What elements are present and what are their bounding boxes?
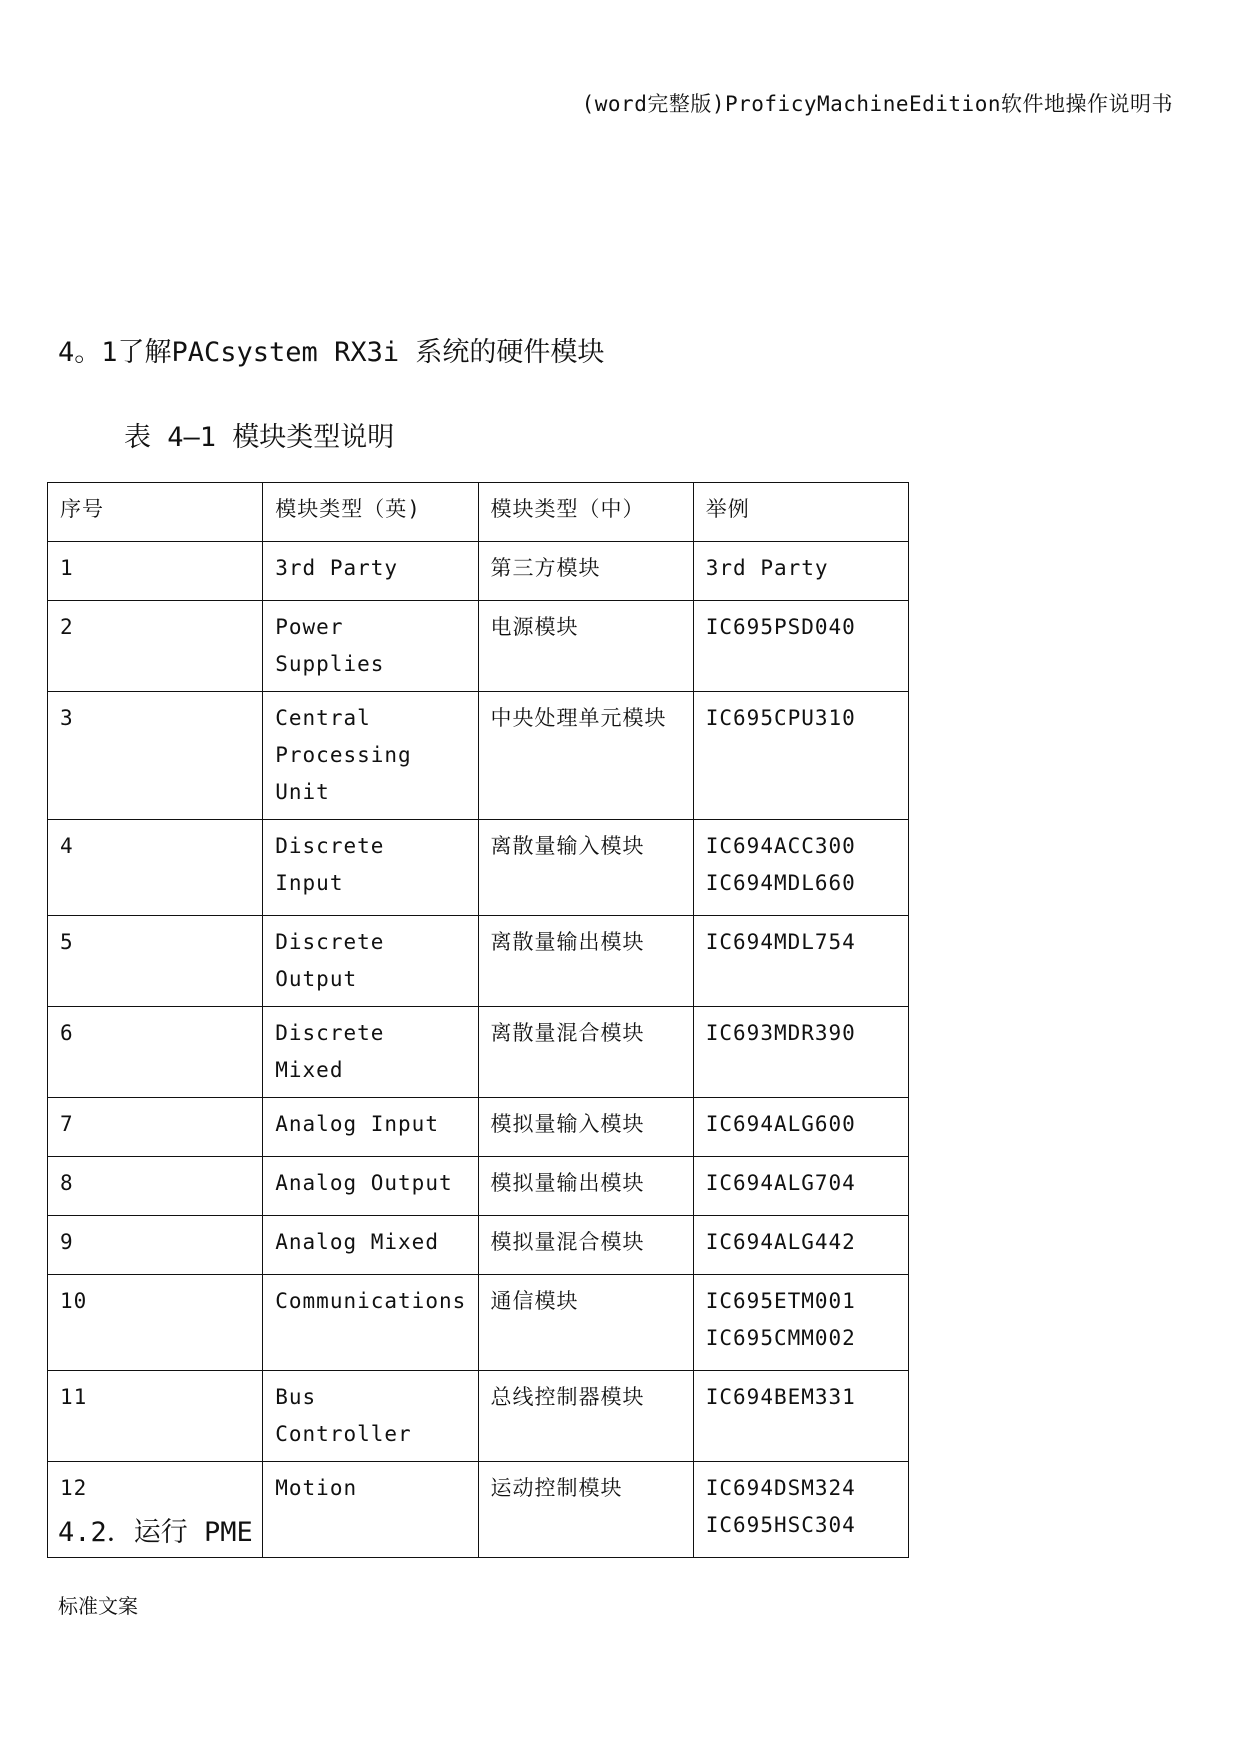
cell-example: IC694ALG704 [693, 1157, 908, 1216]
table-row [48, 1275, 909, 1371]
column-header-example: 举例 [693, 483, 908, 542]
cell-type-zh: 通信模块 [478, 1275, 693, 1371]
cell-type-en: Analog Output [263, 1157, 478, 1216]
table-row [48, 916, 909, 1007]
table-caption: 表 4—1 模块类型说明 [124, 422, 395, 453]
cell-type-zh: 电源模块 [478, 601, 693, 692]
cell-type-zh: 模拟量混合模块 [478, 1216, 693, 1275]
table-row [48, 601, 909, 692]
cell-type-en: Discrete Input [263, 820, 478, 916]
cell-example: IC694ALG600 [693, 1098, 908, 1157]
cell-example: IC695ETM001 IC695CMM002 [693, 1275, 908, 1371]
cell-number: 6 [48, 1007, 263, 1098]
cell-type-zh: 离散量输出模块 [478, 916, 693, 1007]
table-row [48, 542, 909, 601]
cell-type-zh: 第三方模块 [478, 542, 693, 601]
table-row [48, 1007, 909, 1098]
column-header-type-en: 模块类型（英) [263, 483, 478, 542]
cell-number: 12 [48, 1462, 263, 1558]
column-header-type-zh: 模块类型（中） [478, 483, 693, 542]
cell-example: IC695CPU310 [693, 692, 908, 820]
cell-number: 7 [48, 1098, 263, 1157]
cell-example: IC694ACC300 IC694MDL660 [693, 820, 908, 916]
cell-type-zh: 运动控制模块 [478, 1462, 693, 1558]
table-row [48, 692, 909, 820]
cell-type-en: Analog Mixed [263, 1216, 478, 1275]
cell-type-en: Central Processing Unit [263, 692, 478, 820]
cell-number: 2 [48, 601, 263, 692]
cell-type-zh: 中央处理单元模块 [478, 692, 693, 820]
cell-type-en: Communications [263, 1275, 478, 1371]
cell-example: IC694DSM324 IC695HSC304 [693, 1462, 908, 1558]
cell-number: 8 [48, 1157, 263, 1216]
cell-example: IC694BEM331 [693, 1371, 908, 1462]
cell-example: IC694ALG442 [693, 1216, 908, 1275]
cell-example: IC694MDL754 [693, 916, 908, 1007]
column-header-number: 序号 [48, 483, 263, 542]
cell-number: 11 [48, 1371, 263, 1462]
cell-type-en: Bus Controller [263, 1371, 478, 1462]
cell-number: 4 [48, 820, 263, 916]
cell-type-en: Power Supplies [263, 601, 478, 692]
section-heading: 4.2．运行 PME [58, 1517, 253, 1548]
cell-number: 10 [48, 1275, 263, 1371]
cell-type-en: 3rd Party [263, 542, 478, 601]
cell-type-en: Motion [263, 1462, 478, 1558]
cell-example: IC693MDR390 [693, 1007, 908, 1098]
table-row [48, 1098, 909, 1157]
cell-example: IC695PSD040 [693, 601, 908, 692]
table-row [48, 1216, 909, 1275]
cell-type-en: Analog Input [263, 1098, 478, 1157]
cell-number: 3 [48, 692, 263, 820]
cell-type-zh: 离散量输入模块 [478, 820, 693, 916]
module-type-table [47, 482, 909, 1558]
table-row [48, 1371, 909, 1462]
table-row [48, 820, 909, 916]
section-heading: 4。1了解PACsystem RX3i 系统的硬件模块 [58, 337, 605, 368]
cell-number: 5 [48, 916, 263, 1007]
cell-type-zh: 模拟量输入模块 [478, 1098, 693, 1157]
page-header-title: (word完整版)ProficyMachineEdition软件地操作说明书 [581, 92, 1173, 116]
cell-type-en: Discrete Mixed [263, 1007, 478, 1098]
table-row [48, 1157, 909, 1216]
cell-type-zh: 模拟量输出模块 [478, 1157, 693, 1216]
cell-number: 9 [48, 1216, 263, 1275]
cell-type-en: Discrete Output [263, 916, 478, 1007]
cell-type-zh: 离散量混合模块 [478, 1007, 693, 1098]
page-footer: 标准文案 [58, 1594, 138, 1618]
cell-example: 3rd Party [693, 542, 908, 601]
cell-type-zh: 总线控制器模块 [478, 1371, 693, 1462]
cell-number: 1 [48, 542, 263, 601]
table-header-row [48, 483, 909, 542]
